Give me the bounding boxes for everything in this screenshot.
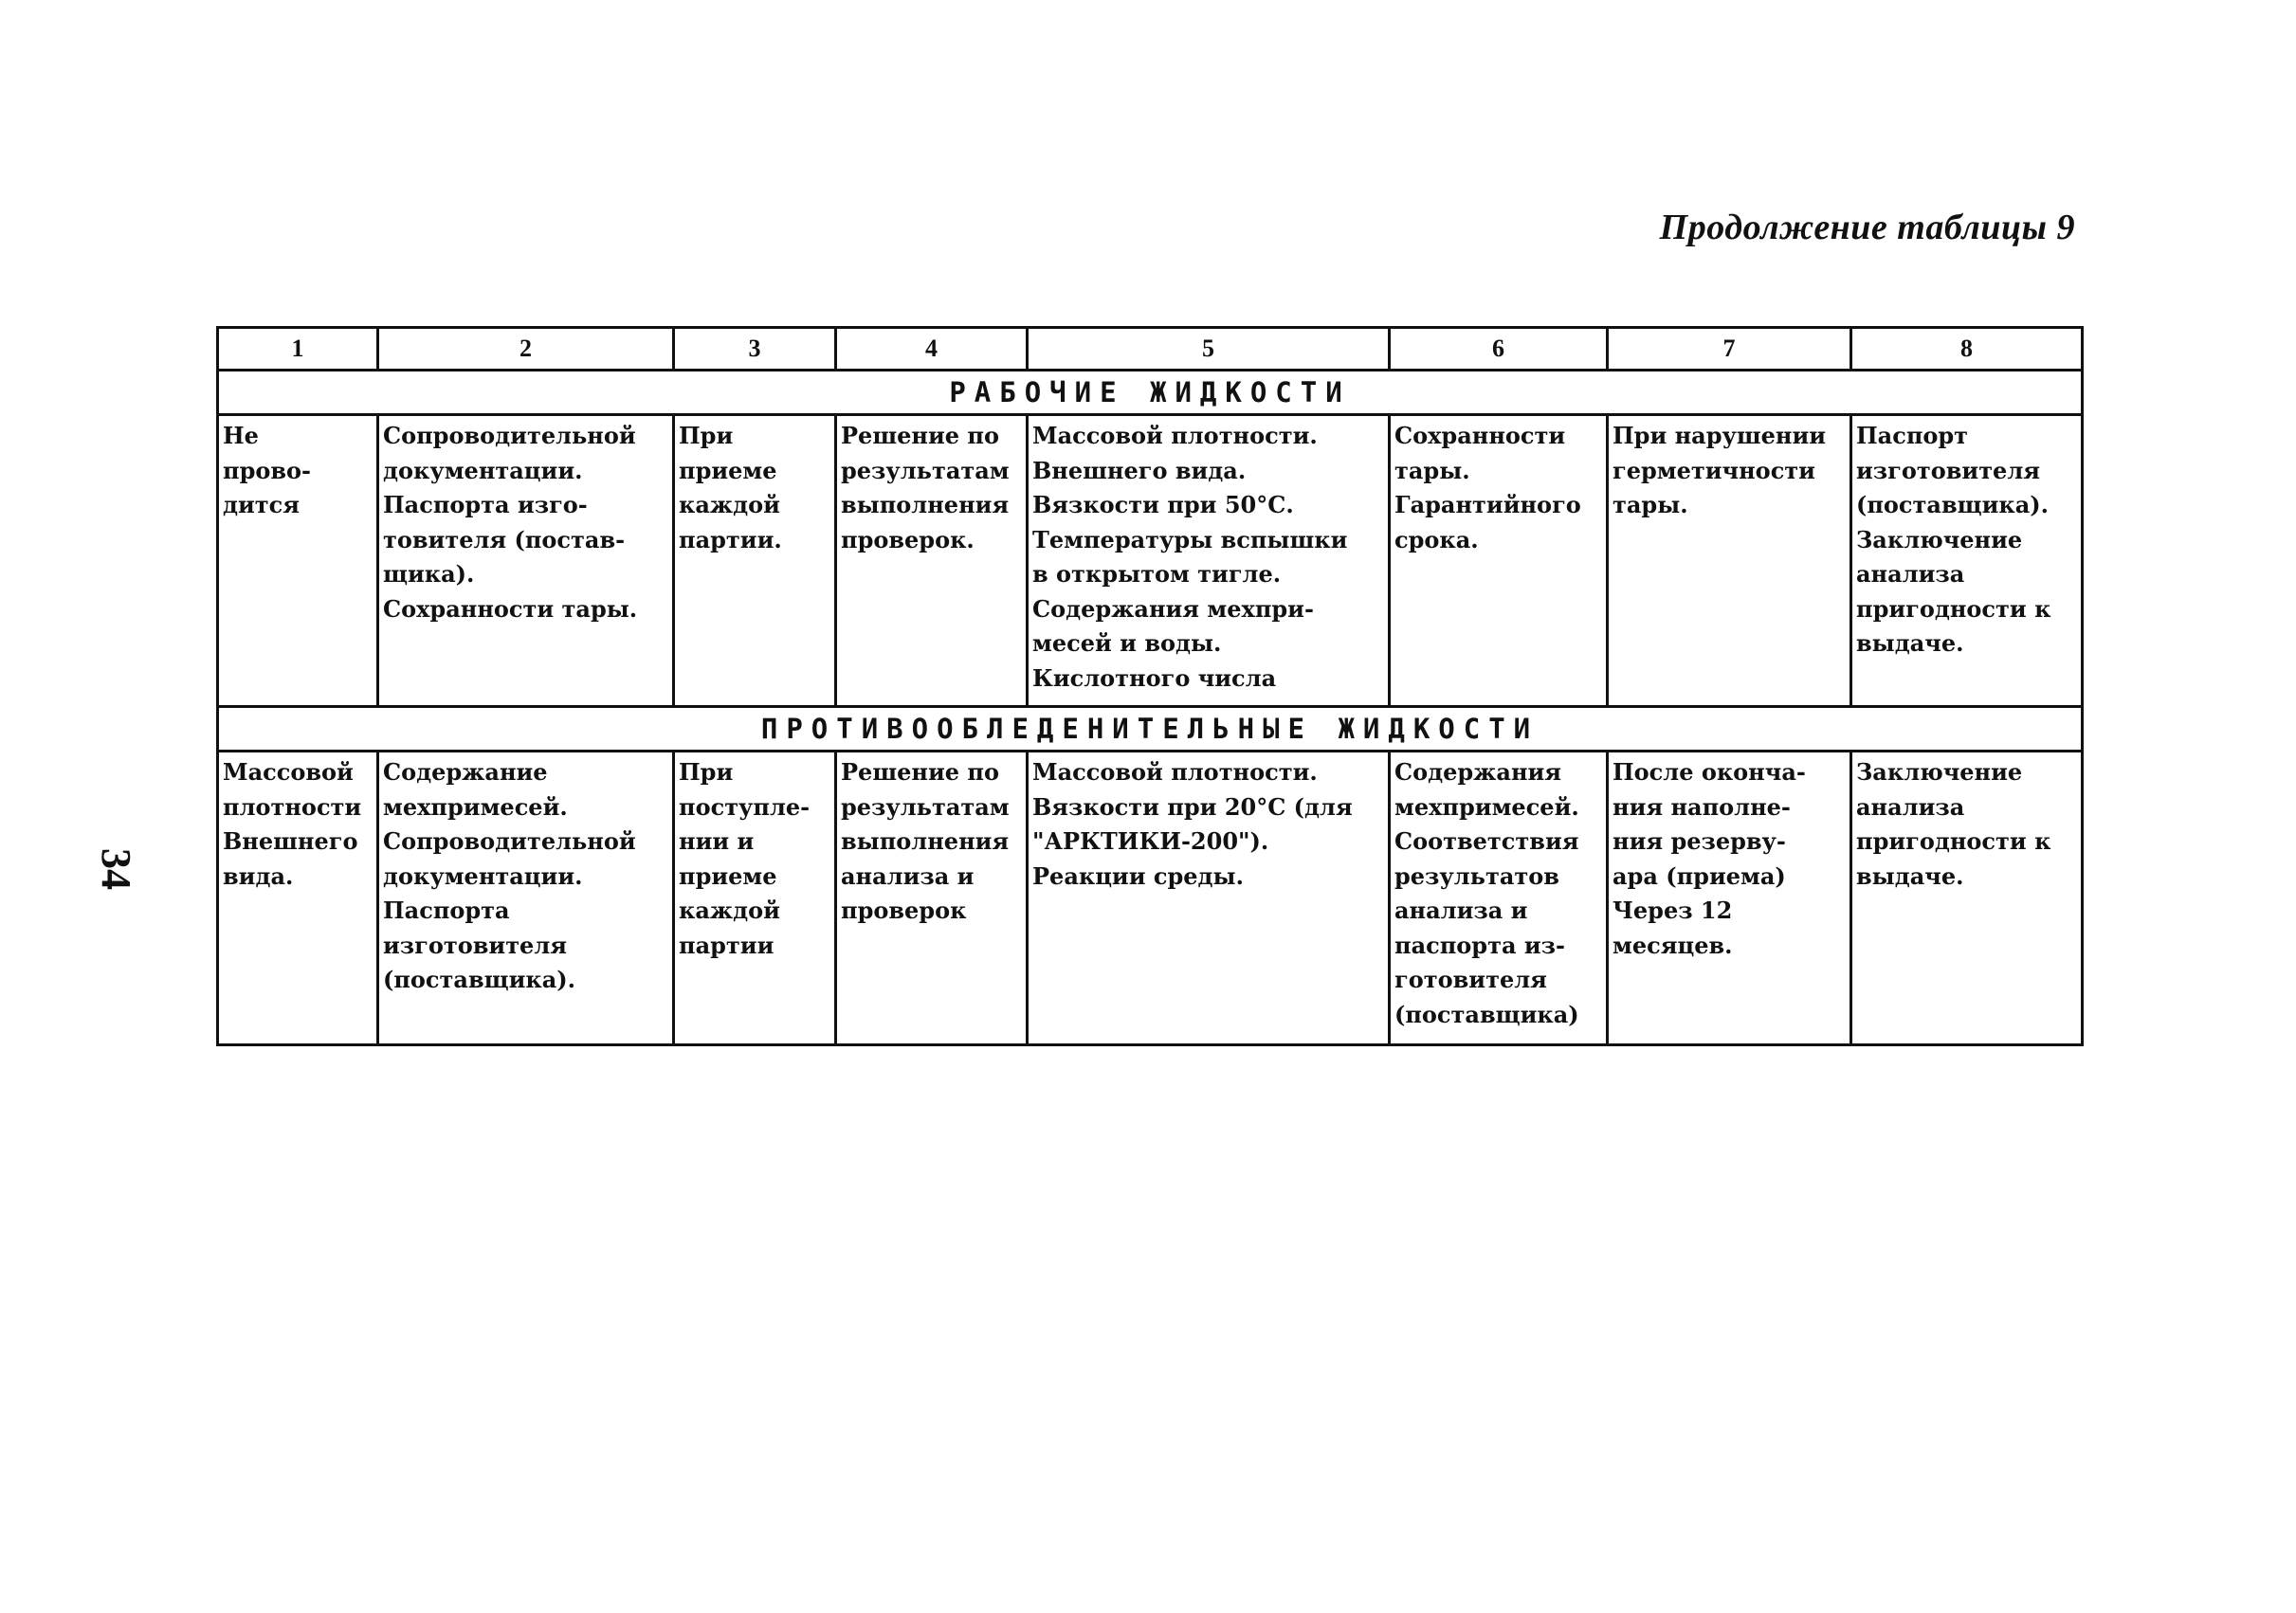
cell-text-line: месей и воды. [1032, 629, 1222, 657]
cell-text-line: нии и [679, 827, 755, 855]
cell-text-line: (поставщика). [1856, 491, 2050, 518]
cell-text-line: тары. [1394, 456, 1470, 484]
column-header: 3 [674, 328, 836, 371]
cell-text-line: Массовой [223, 758, 354, 786]
cell-text-line: каждой [679, 897, 780, 924]
table-cell [378, 752, 674, 1045]
cell-text-line: каждой [679, 491, 780, 518]
cell-text-line: Сопроводительной [383, 422, 636, 449]
cell-text-line: пригодности к [1856, 594, 2051, 623]
cell-text-line: мехпримесей. [383, 792, 568, 821]
cell-text-line: паспорта из- [1394, 931, 1565, 959]
cell-text-line: проверок. [841, 525, 975, 553]
page-number: 34 [93, 848, 139, 890]
cell-text-line: прово- [223, 456, 311, 484]
cell-text-line: Реакции среды. [1032, 861, 1244, 890]
cell-text-line: партии. [679, 525, 782, 553]
cell-text-line: изготовителя [1856, 456, 2040, 484]
cell-text-line: щика). [383, 560, 475, 588]
table-cell [218, 415, 378, 707]
table-cell [1390, 752, 1608, 1045]
cell-text-line: выдаче. [1856, 629, 1964, 657]
cell-text-line: результатов [1394, 861, 1559, 890]
cell-text-line: ния наполне- [1613, 792, 1791, 821]
cell-text-line: анализа и [841, 861, 975, 890]
cell-text-line: Кислотного числа [1032, 663, 1277, 692]
cell-text-line: ния резерву- [1613, 827, 1786, 855]
table-cell [836, 415, 1028, 707]
cell-text-line: выполнения [841, 827, 1010, 855]
cell-text-line: Паспорта [383, 897, 510, 924]
cell-text-line: плотности [223, 792, 362, 821]
cell-text-line: Внешнего вида. [1032, 456, 1247, 484]
cell-text-line: партии [679, 931, 774, 959]
table-row [218, 415, 2083, 707]
cell-text-line: При нарушении [1613, 422, 1827, 449]
cell-text-line: Соответствия [1394, 827, 1579, 855]
cell-text-line: Заключение [1856, 758, 2023, 786]
cell-text-line: результатам [841, 792, 1010, 821]
cell-text-line: "АРКТИКИ-200"). [1032, 827, 1269, 855]
cell-text-line: документации. [383, 456, 583, 484]
table-row [218, 752, 2083, 1045]
cell-text-line: анализа [1856, 560, 1965, 588]
cell-text-line: Сопроводительной [383, 827, 636, 855]
cell-text-line: выполнения [841, 491, 1010, 518]
column-header: 1 [218, 328, 378, 371]
cell-text-line: готовителя [1394, 966, 1547, 993]
column-header: 6 [1390, 328, 1608, 371]
section-row-anti-icing-fluids [218, 707, 2083, 752]
table-caption: Продолжение таблицы 9 [1659, 208, 2075, 247]
cell-text-line: ара (приема) [1613, 861, 1786, 890]
cell-text-line: Паспорт [1856, 422, 1969, 449]
cell-text-line: Не [223, 422, 259, 449]
table-cell [1851, 415, 2083, 707]
cell-text-line: анализа [1856, 792, 1965, 821]
data-table [216, 326, 2084, 1046]
cell-text-line: Решение по [841, 422, 999, 449]
cell-text-line: (поставщика). [383, 966, 576, 993]
column-header: 8 [1851, 328, 2083, 371]
cell-text-line: поступле- [679, 792, 811, 821]
table-cell [674, 415, 836, 707]
cell-text-line: Гарантийного [1394, 491, 1581, 518]
cell-text-line: изготовителя [383, 931, 567, 959]
cell-text-line: срока. [1394, 525, 1479, 553]
cell-text-line: Сохранности тары. [383, 594, 638, 623]
cell-text-line: вида. [223, 861, 294, 890]
cell-text-line: (поставщика) [1394, 1000, 1579, 1028]
cell-text-line: Через 12 [1613, 897, 1733, 924]
column-header: 7 [1608, 328, 1851, 371]
cell-text-line: приеме [679, 456, 777, 484]
cell-text-line: мехпримесей. [1394, 792, 1579, 821]
cell-text-line: Решение по [841, 758, 999, 786]
cell-text-line: пригодности к [1856, 827, 2051, 855]
cell-text-line: Сохранности [1394, 422, 1566, 449]
table-cell [674, 752, 836, 1045]
cell-text-line: документации. [383, 861, 583, 890]
table-cell [218, 752, 378, 1045]
cell-text-line: тары. [1613, 491, 1688, 518]
cell-text-line: проверок [841, 897, 967, 924]
cell-text-line: месяцев. [1613, 931, 1733, 959]
cell-text-line: При [679, 758, 734, 786]
cell-text-line: Внешнего [223, 827, 358, 855]
cell-text-line: Массовой плотности. [1032, 758, 1318, 786]
header-row [218, 328, 2083, 371]
cell-text-line: выдаче. [1856, 861, 1964, 890]
cell-text-line: Содержания мехпри- [1032, 594, 1314, 623]
cell-text-line: Температуры вспышки [1032, 525, 1348, 553]
cell-text-line: Заключение [1856, 525, 2023, 553]
cell-text-line: Содержание [383, 758, 548, 786]
cell-text-line: анализа и [1394, 897, 1528, 924]
cell-text-line: герметичности [1613, 456, 1815, 484]
table-cell [836, 752, 1028, 1045]
cell-text-line: дится [223, 491, 301, 518]
cell-text-line: При [679, 422, 734, 449]
table-cell [1608, 415, 1851, 707]
table-cell [1028, 415, 1390, 707]
cell-text-line: Массовой плотности. [1032, 422, 1318, 449]
table-cell [1390, 415, 1608, 707]
cell-text-line: Вязкости при 50°С. [1032, 491, 1294, 518]
cell-text-line: После оконча- [1613, 758, 1806, 786]
cell-text-line: Паспорта изго- [383, 491, 588, 518]
cell-text-line: товителя (постав- [383, 525, 626, 553]
cell-text-line: приеме [679, 861, 777, 890]
table-cell [1608, 752, 1851, 1045]
table-cell [378, 415, 674, 707]
column-header: 4 [836, 328, 1028, 371]
section-row-working-fluids [218, 371, 2083, 415]
cell-text-line: результатам [841, 456, 1010, 484]
cell-text-line: Вязкости при 20°С (для [1032, 792, 1353, 821]
column-header: 5 [1028, 328, 1390, 371]
section-title: РАБОЧИЕ ЖИДКОСТИ [218, 371, 2083, 415]
cell-text-line: Содержания [1394, 758, 1562, 786]
table-cell [1851, 752, 2083, 1045]
section-title: ПРОТИВООБЛЕДЕНИТЕЛЬНЫЕ ЖИДКОСТИ [218, 707, 2083, 752]
cell-text-line: в открытом тигле. [1032, 560, 1282, 588]
column-header: 2 [378, 328, 674, 371]
table-cell [1028, 752, 1390, 1045]
